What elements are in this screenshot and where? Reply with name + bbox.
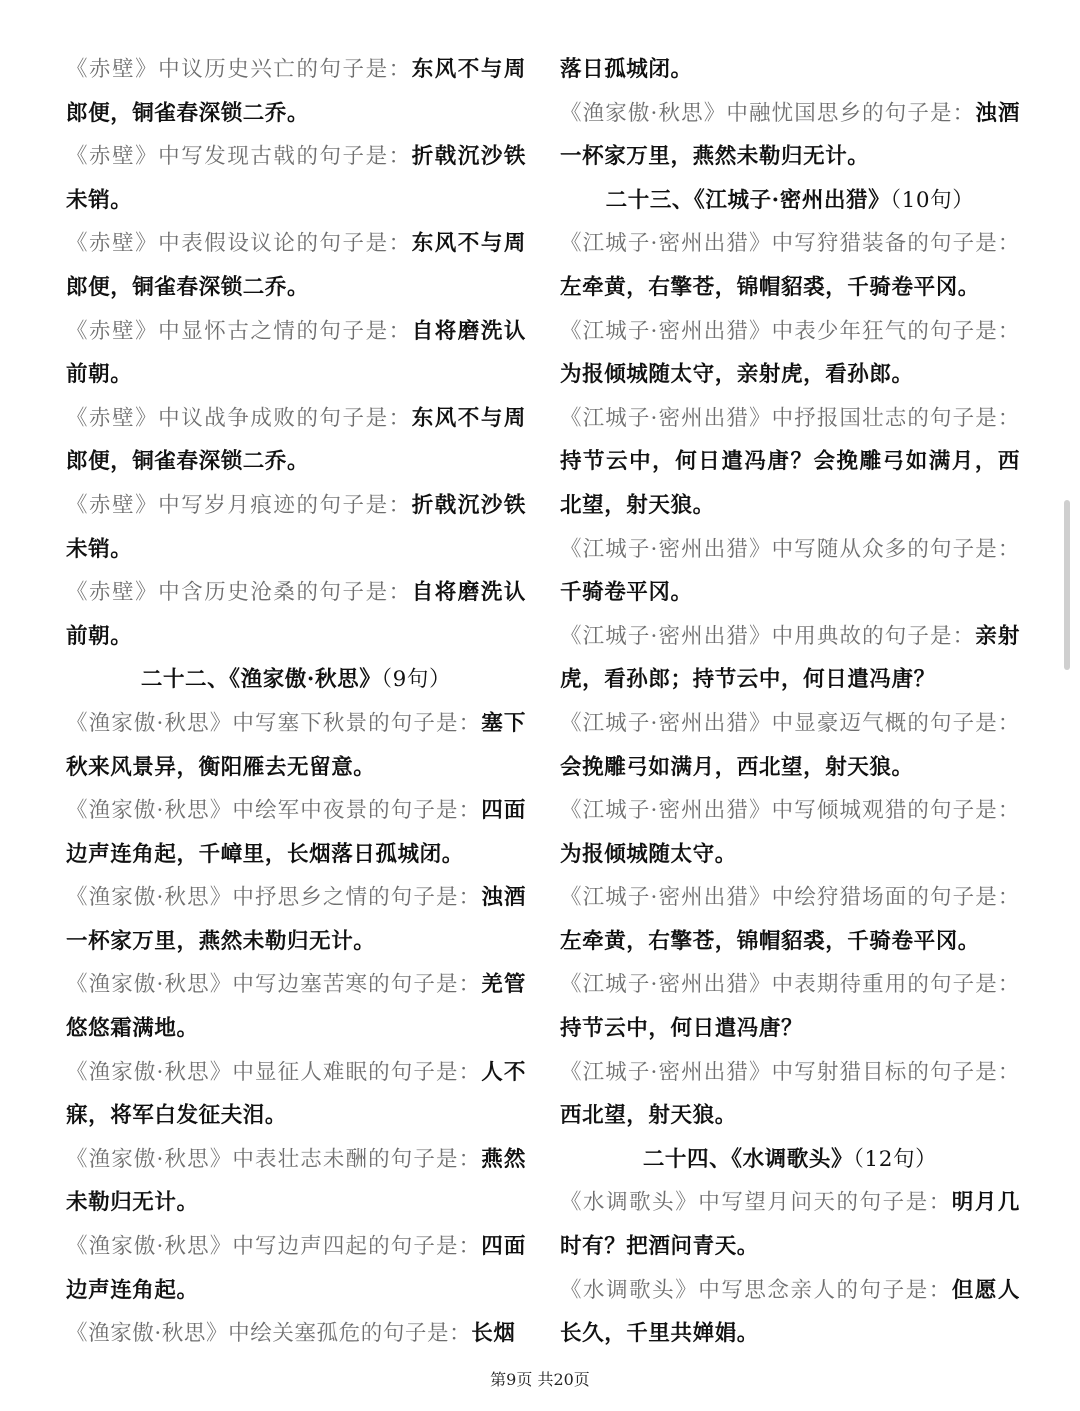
quiz-entry <box>66 484 526 571</box>
entry-question: 《江城子·密州出猎》中写狩猎装备的句子是： <box>560 231 1020 257</box>
entry-question: 《江城子·密州出猎》中写射猎目标的句子是： <box>560 1059 1020 1085</box>
quiz-entry <box>560 789 1020 876</box>
quiz-entry <box>560 310 1020 397</box>
entry-answer: 左牵黄，右擎苍，锦帽貂裘，千骑卷平冈。 <box>560 928 980 954</box>
entry-answer: 浊酒一杯家万里，燕然未勒归无计。 <box>560 100 1020 170</box>
entry-answer: 东风不与周郎便，铜雀春深锁二乔。 <box>66 231 526 300</box>
entry-answer: 西北望，射天狼。 <box>560 1103 737 1129</box>
entry-question: 《赤壁》中表假设议论的句子是： <box>66 231 412 257</box>
quiz-entry <box>560 876 1020 963</box>
quiz-entry <box>560 222 1020 309</box>
entry-question: 《渔家傲·秋思》中表壮志未酬的句子是： <box>66 1146 482 1172</box>
section-count: （10句） <box>890 187 975 213</box>
quiz-entry <box>66 310 526 397</box>
entry-answer: 东风不与周郎便，铜雀春深锁二乔。 <box>66 405 526 475</box>
entry-question: 《水调歌头》中写望月问天的句子是： <box>560 1190 952 1216</box>
quiz-entry <box>66 963 526 1050</box>
quiz-entry <box>560 702 1020 789</box>
quiz-entry <box>66 222 526 309</box>
section-title: 二十四、《水调歌头》 <box>642 1146 854 1172</box>
quiz-entry <box>560 528 1020 615</box>
right-column <box>560 48 1020 1356</box>
quiz-entry <box>560 1181 1020 1268</box>
entry-question: 《赤壁》中议战争成败的句子是： <box>66 405 412 431</box>
entry-answer: 持节云中，何日遣冯唐？会挽雕弓如满月，西北望，射天狼。 <box>560 449 1020 518</box>
entry-answer: 长烟 <box>471 1321 516 1347</box>
entry-answer: 为报倾城随太守。 <box>560 841 737 867</box>
entry-question: 《渔家傲·秋思》中绘军中夜景的句子是： <box>66 798 482 824</box>
entry-answer: 千骑卷平冈。 <box>560 580 693 606</box>
entry-question: 《江城子·密州出猎》中用典故的句子是： <box>560 623 976 649</box>
quiz-entry <box>560 1051 1020 1138</box>
quiz-entry <box>66 876 526 963</box>
entry-answer: 自将磨洗认前朝。 <box>66 580 526 649</box>
entry-question: 《赤壁》中写岁月痕迹的句子是： <box>66 492 412 518</box>
page-footer: 第9页 共20页 <box>490 1370 590 1389</box>
quiz-entry <box>66 397 526 484</box>
quiz-entry <box>66 1138 526 1225</box>
entry-answer: 折戟沉沙铁未销。 <box>66 492 526 562</box>
entry-answer: 折戟沉沙铁未销。 <box>66 144 526 213</box>
entry-answer: 明月几时有？把酒问青天。 <box>560 1190 1020 1260</box>
entry-question: 《水调歌头》中写思念亲人的句子是： <box>560 1277 952 1303</box>
entry-answer: 四面边声连角起。 <box>66 1234 526 1303</box>
entry-question: 《江城子·密州出猎》中写随从众多的句子是： <box>560 536 1020 562</box>
entry-answer: 四面边声连角起，千嶂里，长烟落日孤城闭。 <box>66 798 526 867</box>
quiz-entry <box>560 1269 1020 1356</box>
quiz-entry <box>66 48 526 135</box>
quiz-entry <box>560 615 1020 702</box>
quiz-entry <box>66 571 526 658</box>
entry-question: 《江城子·密州出猎》中绘狩猎场面的句子是： <box>560 885 1020 911</box>
entry-question: 《赤壁》中含历史沧桑的句子是： <box>66 580 412 606</box>
entry-answer: 羌管悠悠霜满地。 <box>66 972 526 1042</box>
entry-question: 《江城子·密州出猎》中显豪迈气概的句子是： <box>560 710 1020 736</box>
entry-answer: 自将磨洗认前朝。 <box>66 318 526 388</box>
entry-question: 《渔家傲·秋思》中显征人难眠的句子是： <box>66 1059 482 1085</box>
entry-answer: 浊酒一杯家万里，燕然未勒归无计。 <box>66 885 526 954</box>
entry-question: 《赤壁》中显怀古之情的句子是： <box>66 318 412 344</box>
entry-answer: 落日孤城闭。 <box>560 57 693 82</box>
entry-answer: 但愿人长久，千里共婵娟。 <box>560 1277 1020 1347</box>
section-title: 二十三、《江城子·密州出猎》 <box>605 187 891 213</box>
quiz-entry <box>560 963 1020 1050</box>
quiz-entry <box>66 1312 526 1356</box>
entry-question: 《渔家傲·秋思》中写边声四起的句子是： <box>66 1234 482 1260</box>
scrollbar-thumb[interactable] <box>1064 500 1070 670</box>
entry-question: 《渔家傲·秋思》中融忧国思乡的句子是： <box>560 100 976 126</box>
entry-answer: 为报倾城随太守，亲射虎，看孙郎。 <box>560 362 914 388</box>
entry-answer: 会挽雕弓如满月，西北望，射天狼。 <box>560 754 914 780</box>
entry-question: 《渔家傲·秋思》中写边塞苦寒的句子是： <box>66 972 482 998</box>
entry-answer: 持节云中，何日遣冯唐？ <box>560 1016 804 1042</box>
section-title: 二十二、《渔家傲·秋思》 <box>140 667 382 693</box>
quiz-entry <box>66 135 526 222</box>
entry-question: 《渔家傲·秋思》中写塞下秋景的句子是： <box>66 710 482 736</box>
quiz-entry <box>560 397 1020 528</box>
quiz-entry <box>560 48 1020 92</box>
entry-answer: 左牵黄，右擎苍，锦帽貂裘，千骑卷平冈。 <box>560 274 980 300</box>
section-count: （9句） <box>381 667 452 693</box>
entry-question: 《渔家傲·秋思》中绘关塞孤危的句子是： <box>66 1321 472 1347</box>
quiz-entry <box>560 92 1020 179</box>
section-heading <box>66 658 526 702</box>
entry-answer: 塞下秋来风景异，衡阳雁去无留意。 <box>66 710 526 780</box>
entry-answer: 亲射虎，看孙郎；持节云中，何日遣冯唐？ <box>560 623 1020 693</box>
quiz-entry <box>66 1051 526 1138</box>
entry-question: 《江城子·密州出猎》中表少年狂气的句子是： <box>560 318 1020 344</box>
entry-question: 《江城子·密州出猎》中写倾城观猎的句子是： <box>560 798 1020 824</box>
entry-answer: 燕然未勒归无计。 <box>66 1146 526 1216</box>
entry-question: 《江城子·密州出猎》中抒报国壮志的句子是： <box>560 405 1020 431</box>
entry-answer: 人不寐，将军白发征夫泪。 <box>66 1059 526 1129</box>
section-heading <box>560 1138 1020 1182</box>
quiz-entry <box>66 789 526 876</box>
quiz-entry <box>66 702 526 789</box>
entry-question: 《渔家傲·秋思》中抒思乡之情的句子是： <box>66 885 482 911</box>
entry-answer: 东风不与周郎便，铜雀春深锁二乔。 <box>66 57 526 126</box>
quiz-entry <box>66 1225 526 1312</box>
entry-question: 《赤壁》中议历史兴亡的句子是： <box>66 57 412 82</box>
section-count: （12句） <box>853 1146 938 1172</box>
entry-question: 《赤壁》中写发现古戟的句子是： <box>66 144 412 170</box>
left-column <box>66 48 526 1356</box>
entry-question: 《江城子·密州出猎》中表期待重用的句子是： <box>560 972 1020 998</box>
section-heading <box>560 179 1020 223</box>
